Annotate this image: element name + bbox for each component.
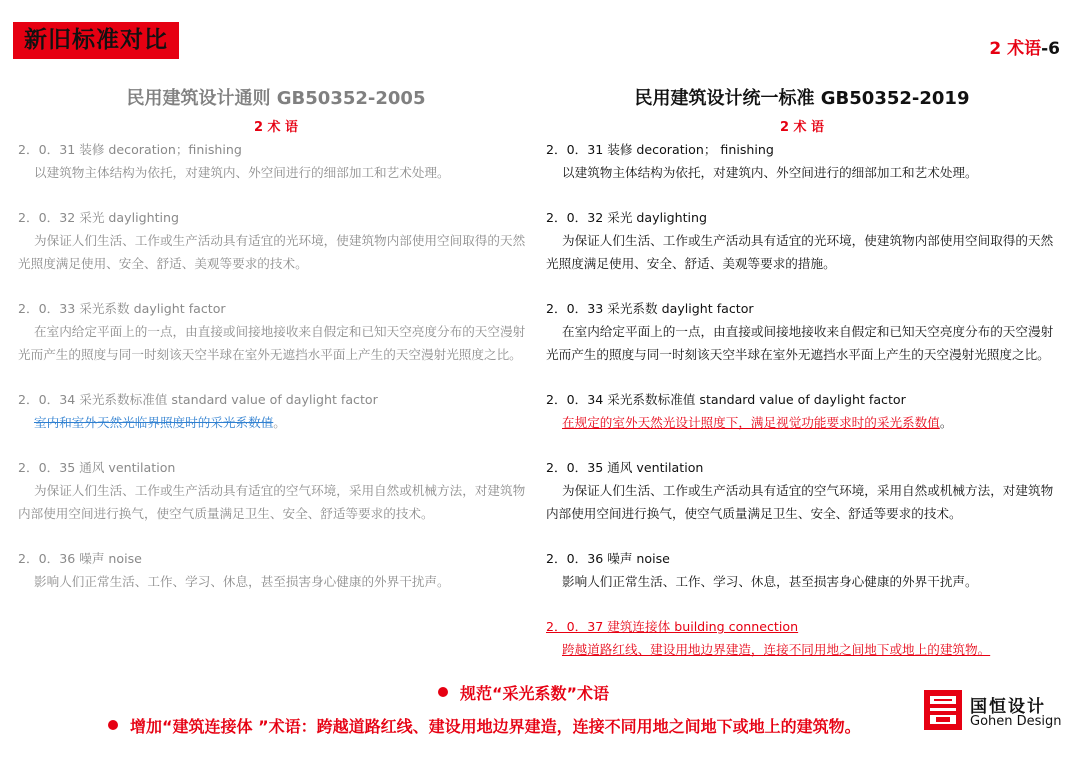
old-standard-column: [18, 138, 534, 615]
term-head: 2．0．31 装修 decoration； finishing: [546, 142, 774, 157]
term-body: 以建筑物主体结构为依托，对建筑内、外空间进行的细部加工和艺术处理。: [34, 165, 450, 180]
term-head: 2．0．36 噪声 noise: [546, 551, 670, 566]
revised-text: 在规定的室外天然光设计照度下，满足视觉功能要求时的采光系数值: [562, 415, 940, 430]
term-body: 为保证人们生活、工作或生产活动具有适宜的空气环境，采用自然或机械方法，对建筑物内部使用空间进行换气，使空气质量满足卫生、安全、舒适等要求的技术。: [18, 483, 526, 521]
term-body: [546, 411, 1062, 434]
section-tag: [989, 34, 1060, 59]
bullet-dot-icon: [108, 720, 118, 730]
term-body: 在室内给定平面上的一点，由直接或间接地接收来自假定和已知天空亮度分布的天空漫射光而产生的照度与同一时刻该天空半球在室外无遮挡水平面上产生的天空漫射光照度之比。: [546, 324, 1054, 362]
term-head: 2．0．32 采光 daylighting: [18, 210, 179, 225]
term-entry: [18, 297, 534, 366]
term-body: 跨越道路红线、建设用地边界建造，连接不同用地之间地下或地上的建筑物。: [562, 642, 991, 657]
term-entry: [546, 547, 1062, 593]
term-body: 影响人们正常生活、工作、学习、休息，甚至损害身心健康的外界干扰声。: [562, 574, 978, 589]
term-head: 2．0．33 采光系数 daylight factor: [546, 301, 754, 316]
section-page: -6: [1041, 39, 1060, 59]
logo-mark-icon: [924, 690, 962, 730]
company-logo: [924, 690, 1074, 740]
term-head: 2．0．36 噪声 noise: [18, 551, 142, 566]
term-body: 在室内给定平面上的一点，由直接或间接地接收来自假定和已知天空亮度分布的天空漫射光而产生的照度与同一时刻该天空半球在室外无遮挡水平面上产生的天空漫射光照度之比。: [18, 324, 526, 362]
bullet-dot-icon: [438, 687, 448, 697]
term-head: 2．0．32 采光 daylighting: [546, 210, 707, 225]
term-entry: [546, 206, 1062, 275]
bullet-text: 规范“采光系数”术语: [460, 684, 610, 703]
term-entry: [18, 456, 534, 525]
new-standard-subtitle: 2 术 语: [779, 120, 825, 135]
term-entry: [18, 206, 534, 275]
term-entry-added: [546, 615, 1062, 661]
section-number: 2: [989, 39, 1002, 59]
term-body: 为保证人们生活、工作或生产活动具有适宜的光环境，使建筑物内部使用空间取得的天然光照度满足使用、安全、舒适、美观等要求的措施。: [546, 233, 1054, 271]
summary-bullet: [438, 681, 609, 704]
summary-bullet: [108, 714, 861, 737]
new-standard-column: [546, 138, 1062, 683]
term-entry: [546, 138, 1062, 184]
term-head: 2．0．34 采光系数标准值 standard value of daylight factor: [546, 392, 906, 407]
term-head: 2．0．35 通风 ventilation: [546, 460, 704, 475]
old-standard-subtitle: 2 术 语: [253, 120, 299, 135]
logo-english-name: Gohen Design: [970, 714, 1062, 729]
term-body: 影响人们正常生活、工作、学习、休息，甚至损害身心健康的外界干扰声。: [34, 574, 450, 589]
term-body-tail: 。: [273, 415, 286, 430]
term-entry: [18, 138, 534, 184]
term-entry: [546, 297, 1062, 366]
term-head: 2．0．33 采光系数 daylight factor: [18, 301, 226, 316]
term-head: 2．0．34 采光系数标准值 standard value of daylight factor: [18, 392, 378, 407]
term-head: 2．0．31 装修 decoration；finishing: [18, 142, 242, 157]
term-entry: [18, 547, 534, 593]
term-entry: [18, 388, 534, 434]
term-head: 2．0．37 建筑连接体 building connection: [546, 619, 799, 634]
term-entry: [546, 388, 1062, 434]
term-body: [18, 411, 534, 434]
new-standard-title: 民用建筑设计统一标准 GB50352-2019: [634, 88, 970, 109]
old-standard-title: 民用建筑设计通则 GB50352-2005: [126, 88, 426, 109]
deleted-text: 室内和室外天然光临界照度时的采光系数值: [34, 415, 274, 430]
term-body: 为保证人们生活、工作或生产活动具有适宜的光环境，使建筑物内部使用空间取得的天然光照度满足使用、安全、舒适、美观等要求的技术。: [18, 233, 526, 271]
term-body: 为保证人们生活、工作或生产活动具有适宜的空气环境，采用自然或机械方法，对建筑物内部使用空间进行换气，使空气质量满足卫生、安全、舒适等要求的技术。: [546, 483, 1054, 521]
term-entry: [546, 456, 1062, 525]
term-head: 2．0．35 通风 ventilation: [18, 460, 176, 475]
bullet-text: 增加“建筑连接体 ”术语：跨越道路红线、建设用地边界建造，连接不同用地之间地下或地上的建筑物。: [130, 717, 861, 736]
section-label: 术语: [1007, 39, 1042, 59]
term-body-tail: 。: [939, 415, 953, 430]
term-body: 以建筑物主体结构为依托，对建筑内、外空间进行的细部加工和艺术处理。: [562, 165, 978, 180]
logo-chinese-name: 国恒设计: [970, 697, 1046, 717]
slide-title: 新旧标准对比: [13, 22, 179, 59]
